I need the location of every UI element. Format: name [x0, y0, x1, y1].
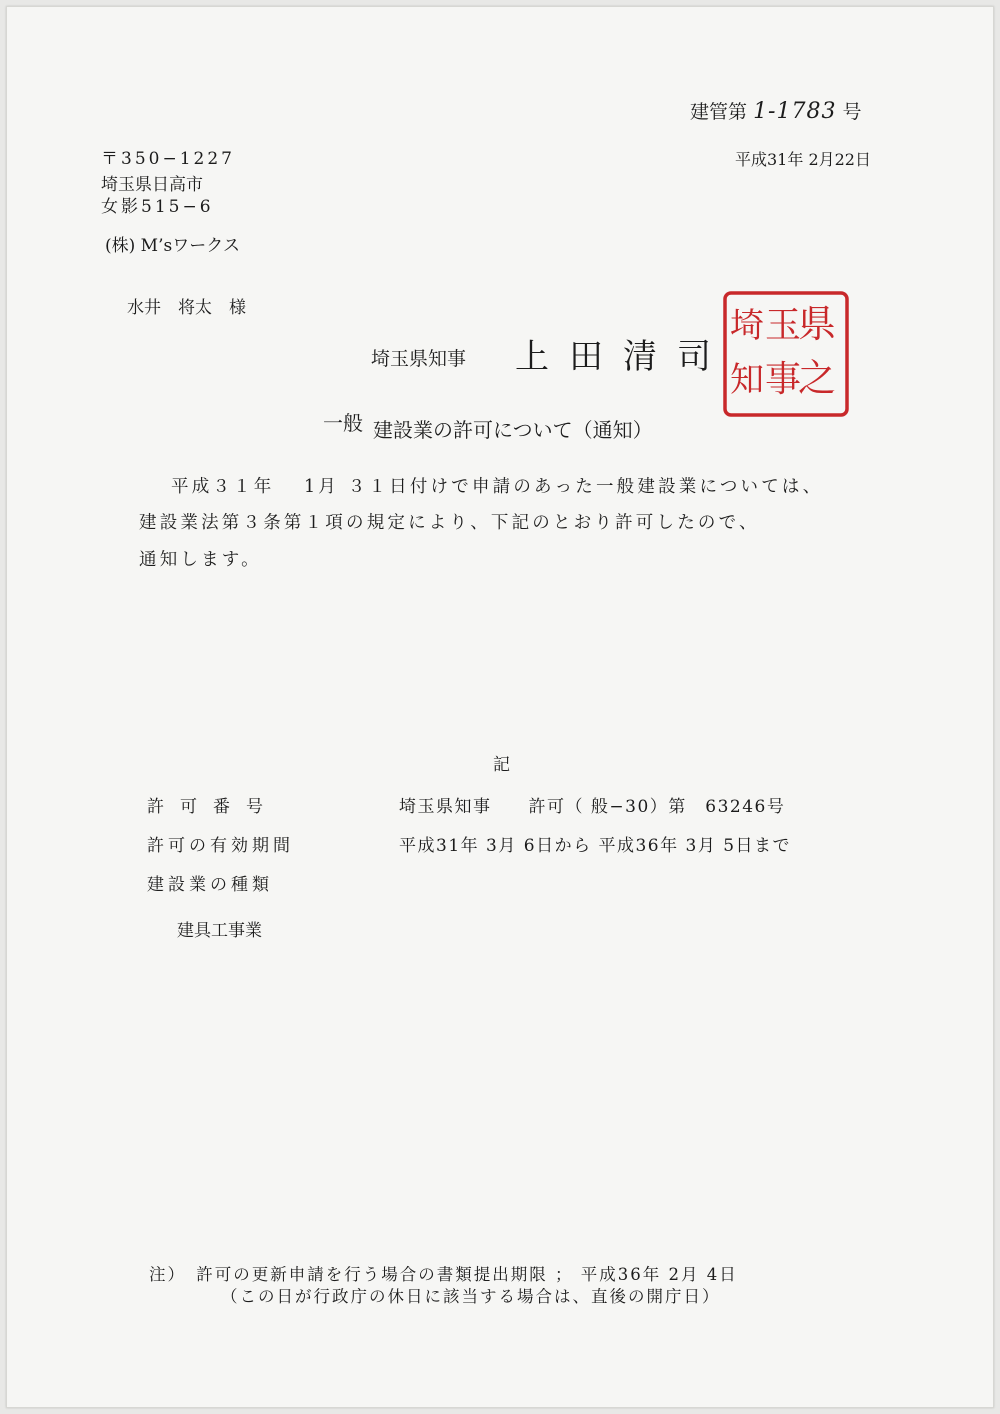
renewal-note-line-2: （この日が行政庁の休日に該当する場合は、直後の開庁日）: [221, 1287, 721, 1306]
reference-prefix: 建管第: [690, 101, 748, 123]
reference-handwritten-number: 1-1783: [753, 99, 837, 124]
reference-suffix: 号: [842, 101, 862, 123]
seal-glyph-5: 埼: [730, 306, 764, 346]
issuer-title: 埼玉県知事: [371, 348, 467, 370]
validity-label: 許可の有効期間: [147, 836, 294, 856]
permit-number-label: 許可番号: [147, 797, 279, 817]
business-type-label: 建設業の種類: [147, 875, 273, 895]
reference-number: [690, 99, 862, 125]
renewal-note-line-1: 注） 許可の更新申請を行う場合の書類提出期限 ； 平成36年 2月 4日: [149, 1265, 738, 1284]
seal-glyph-1: 県: [797, 302, 837, 346]
business-type-value: 建具工事業: [177, 921, 262, 941]
permit-number-value: 埼玉県知事 許可（ 般−30）第 63246号: [399, 797, 786, 817]
seal-glyph-6: 知: [730, 360, 764, 400]
body-line-3: 通知します。: [139, 550, 262, 570]
seal-glyph-3: 玉: [764, 305, 802, 346]
issuer-name: 上田清司: [515, 337, 731, 377]
recipient-address-line2: 女影515−6: [101, 197, 214, 217]
seal-glyph-2: 之: [797, 356, 837, 400]
body-line-1: 平成３１年 1月 ３１日付けで申請のあった一般建設業については、: [171, 477, 824, 497]
recipient-company: (株) M’sワークス: [105, 236, 241, 256]
record-heading: 記: [493, 755, 510, 775]
issue-date: 平成31年 2月22日: [735, 150, 871, 169]
subject-title: 建設業の許可について（通知）: [373, 418, 653, 442]
recipient-address-line1: 埼玉県日高市: [101, 175, 203, 195]
validity-value: 平成31年 3月 6日から 平成36年 3月 5日まで: [399, 836, 792, 856]
seal-glyph-4: 事: [764, 359, 802, 400]
subject-prefix: 一般: [323, 411, 363, 435]
body-line-2: 建設業法第３条第１項の規定により、下記のとおり許可したので、: [139, 513, 760, 533]
official-seal-stamp: [721, 289, 851, 419]
recipient-name: 水井 将太 様: [127, 298, 246, 318]
permit-notice-document: [6, 6, 994, 1408]
recipient-postal-code: 〒350−1227: [101, 149, 235, 169]
